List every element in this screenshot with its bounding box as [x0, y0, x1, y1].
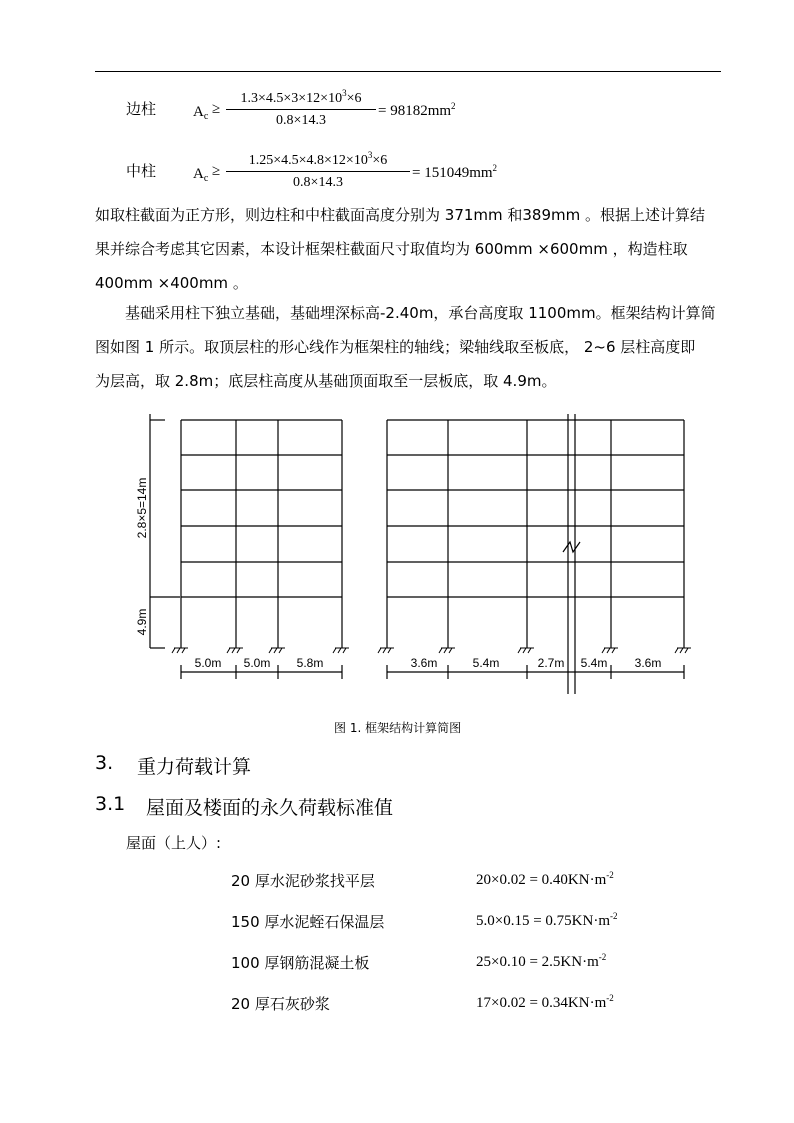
- dim-label: 5.4m: [472, 656, 500, 670]
- formula-operator: ≥: [212, 163, 221, 179]
- formula-numerator: $1.25\times 4.5\times 4.8\times 12\times 10^3\times 6$: [248, 150, 388, 168]
- load-value: $17\times 0.02 = 0.34KN\cdot m^{-2}$: [476, 993, 614, 1011]
- support-hatches: [172, 648, 691, 653]
- formula-lhs: $A_c$: [193, 104, 209, 122]
- subsection-number: 3.1: [95, 793, 126, 815]
- load-value: $5.0\times 0.15 = 0.75KN\cdot m^{-2}$: [476, 911, 618, 929]
- formula-label: 中柱: [126, 162, 157, 180]
- roof-label: 屋面（上人）:: [126, 834, 222, 852]
- load-name: 20 厚石灰砂浆: [231, 995, 330, 1013]
- text-line: 如取柱截面为正方形，则边柱和中柱截面高度分别为 371mm 和389mm 。根据上述计算结: [95, 206, 706, 224]
- formula-result: = $98182mm^2$: [378, 101, 456, 119]
- load-value: $20\times 0.02 = 0.40KN\cdot m^{-2}$: [476, 870, 614, 888]
- formula-denominator: 0.8×14.3: [276, 113, 326, 128]
- dim-label: 3.6m: [410, 656, 438, 670]
- formula-denominator: 0.8×14.3: [293, 175, 343, 190]
- dim-label: 5.8m: [296, 656, 324, 670]
- dim-label: 5.4m: [580, 656, 608, 670]
- text-line: 400mm ×400mm 。: [95, 274, 248, 292]
- load-name: 100 厚钢筋混凝土板: [231, 954, 370, 972]
- formula-numerator: $1.3\times 4.5\times 3\times 12\times 10^3\times 6$: [240, 88, 362, 106]
- dim-label: 5.0m: [194, 656, 222, 670]
- figure-caption: 图 1. 框架结构计算简图: [334, 721, 462, 735]
- section-title: 重力荷载计算: [137, 756, 252, 778]
- height-label-upper: 2.8×5=14m: [135, 477, 149, 539]
- text-line: 为层高，取 2.8m；底层柱高度从基础顶面取至一层板底，取 4.9m。: [95, 372, 557, 390]
- dim-label: 2.7m: [537, 656, 565, 670]
- dim-label: 5.0m: [243, 656, 271, 670]
- height-label-lower: 4.9m: [135, 608, 149, 636]
- load-value: $25\times 0.10 = 2.5KN\cdot m^{-2}$: [476, 952, 607, 970]
- formula-operator: ≥: [212, 101, 221, 117]
- formula-label: 边柱: [126, 100, 157, 118]
- load-name: 150 厚水泥蛭石保温层: [231, 913, 385, 931]
- text-line: 基础采用柱下独立基础，基础埋深标高-2.40m，承台高度取 1100mm。框架结构计算简: [125, 304, 716, 322]
- dim-label: 3.6m: [634, 656, 662, 670]
- subsection-title: 屋面及楼面的永久荷载标准值: [146, 797, 394, 819]
- text-line: 图如图 1 所示。取顶层柱的形心线作为框架柱的轴线；梁轴线取至板底， 2~6 层柱高度即: [95, 338, 696, 356]
- formula-lhs: $A_c$: [193, 166, 209, 184]
- text-line: 果并综合考虑其它因素，本设计框架柱截面尺寸取值均为 600mm ×600mm ，构造柱取: [95, 240, 688, 258]
- formula-result: = $151049mm^2$: [412, 163, 498, 181]
- section-number: 3.: [95, 752, 114, 774]
- load-name: 20 厚水泥砂浆找平层: [231, 872, 375, 890]
